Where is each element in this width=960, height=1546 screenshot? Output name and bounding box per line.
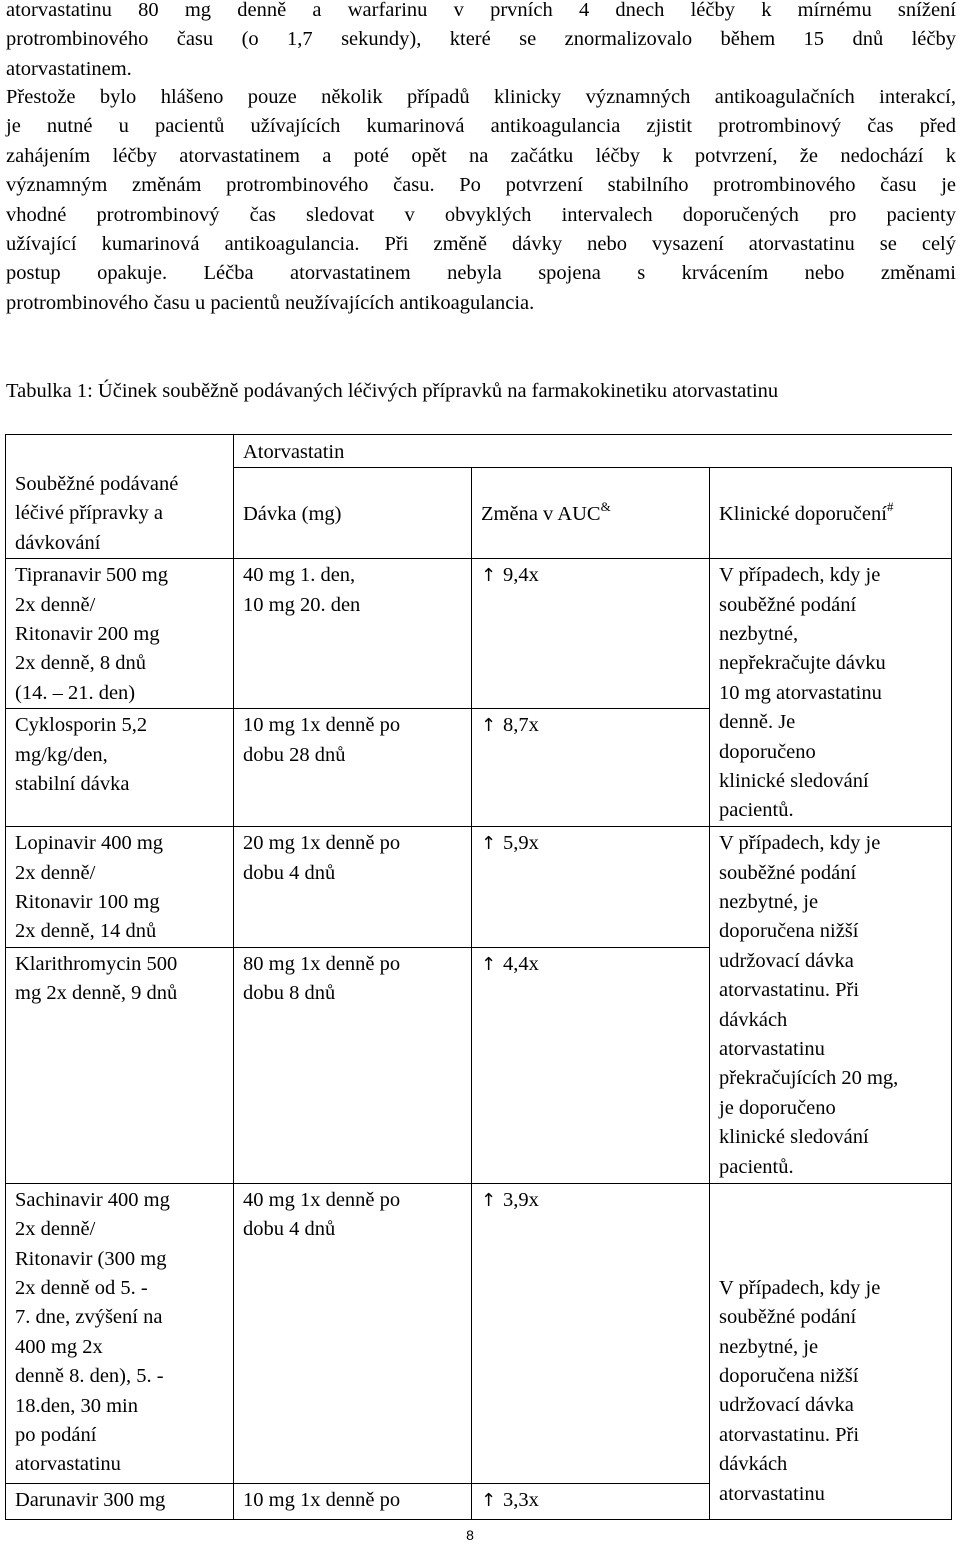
body-line: užívající kumarinová antikoagulancia. Při změně dávky nebo vysazení atorvastatinu se celý (6, 233, 956, 256)
dose-cell (234, 709, 472, 827)
header-coadministered-line: dávkování (15, 531, 101, 554)
drug-line: stabilní dávka (15, 772, 130, 795)
drug-line: 2x denně, 8 dnů (15, 652, 146, 675)
header-coadministered-line: léčivé přípravky a (15, 502, 163, 525)
recommendation-line: atorvastatinu (719, 1482, 825, 1505)
recommendation-line: pacientů. (719, 1155, 794, 1178)
recommendation-line: V případech, kdy je (719, 1276, 881, 1299)
up-arrow-icon: ↑ (481, 565, 497, 587)
recommendation-line: udržovací dávka (719, 949, 854, 972)
recommendation-cell (710, 559, 952, 827)
dose-line: 10 mg 1x denně po (243, 1488, 401, 1511)
recommendation-line: doporučeno (719, 740, 816, 763)
auc-cell (472, 709, 710, 827)
body-line: je nutné u pacientů užívajících kumarinová antikoagulancia zjistit protrombinový čas před (6, 115, 956, 138)
header-dose: Dávka (mg) (234, 468, 472, 559)
intro-line: protrombinového času (o 1,7 sekundy), které se znormalizovalo během 15 dnů léčby (6, 28, 956, 51)
drug-line: Sachinavir 400 mg (15, 1188, 170, 1211)
recommendation-line: souběžné podání (719, 861, 857, 884)
recommendation-line: udržovací dávka (719, 1394, 854, 1417)
drug-cell (6, 827, 234, 948)
dose-line: 20 mg 1x denně po (243, 832, 401, 855)
drug-cell (6, 1483, 234, 1519)
up-arrow-icon: ↑ (481, 953, 497, 975)
drug-line: 2x denně/ (15, 593, 96, 616)
table-caption: Tabulka 1: Účinek souběžně podávaných léčivých přípravků na farmakokinetiku atorvastatinu (6, 380, 779, 402)
auc-cell (472, 947, 710, 1183)
recommendation-cell (710, 827, 952, 1184)
dose-line: dobu 4 dnů (243, 861, 336, 884)
auc-value: 9,4x (503, 564, 539, 587)
auc-value: 5,9x (503, 832, 539, 855)
table-row (6, 559, 952, 709)
drug-line: Darunavir 300 mg (15, 1488, 166, 1511)
recommendation-cell (710, 1183, 952, 1519)
recommendation-line: atorvastatinu. Při (719, 1423, 860, 1446)
body-line: zahájením léčby atorvastatinem a poté opět na začátku léčby k potvrzení, že nedochází k (6, 144, 956, 167)
dose-line: 40 mg 1x denně po (243, 1188, 401, 1211)
recommendation-line: souběžné podání (719, 593, 857, 616)
interaction-table (5, 434, 952, 1520)
drug-line: Ritonavir (300 mg (15, 1247, 167, 1270)
dose-cell (234, 1483, 472, 1519)
drug-line: 7. dne, zvýšení na (15, 1306, 163, 1329)
drug-line: mg 2x denně, 9 dnů (15, 982, 178, 1005)
recommendation-line: překračujících 20 mg, (719, 1067, 899, 1090)
recommendation-line: nezbytné, je (719, 1335, 819, 1358)
auc-cell (472, 559, 710, 709)
drug-line: 2x denně od 5. - (15, 1277, 148, 1299)
intro-line: atorvastatinem. (6, 57, 132, 80)
drug-line: Klarithromycin 500 (15, 952, 178, 975)
recommendation-line: doporučena nižší (719, 1365, 859, 1387)
drug-line: Tipranavir 500 mg (15, 564, 168, 587)
up-arrow-icon: ↑ (481, 1489, 497, 1511)
auc-cell (472, 1483, 710, 1519)
header-auc: Změna v AUC& (472, 468, 710, 559)
auc-value: 3,3x (503, 1488, 539, 1511)
drug-line: Lopinavir 400 mg (15, 832, 164, 855)
body-line: postup opakuje. Léčba atorvastatinem nebyla spojena s krvácením nebo změnami (6, 262, 956, 285)
recommendation-line: V případech, kdy je (719, 564, 881, 587)
drug-line: 400 mg 2x (15, 1335, 103, 1358)
dose-line: 10 mg 1x denně po (243, 714, 401, 737)
recommendation-line: nezbytné, je (719, 890, 819, 913)
body-paragraph (6, 83, 956, 318)
recommendation-line: pacientů. (719, 799, 794, 822)
drug-line: mg/kg/den, (15, 743, 108, 766)
intro-line: atorvastatinu 80 mg denně a warfarinu v prvních 4 dnech léčby k mírnému snížení (6, 0, 956, 21)
header-empty-cell (6, 435, 234, 468)
up-arrow-icon: ↑ (481, 833, 497, 855)
recommendation-line: atorvastatinu (719, 1038, 825, 1060)
drug-line: po podání (15, 1424, 97, 1447)
dose-line: 80 mg 1x denně po (243, 952, 401, 975)
recommendation-line: atorvastatinu. Při (719, 979, 860, 1002)
header-coadministered-line: Souběžné podávané (15, 472, 179, 495)
body-line: protrombinového času u pacientů neužívajících antikoagulancia. (6, 291, 535, 314)
dose-cell (234, 827, 472, 948)
dose-cell (234, 1183, 472, 1483)
drug-line: Ritonavir 100 mg (15, 890, 160, 913)
drug-cell (6, 559, 234, 709)
recommendation-line: dávkách (719, 1008, 788, 1031)
drug-cell (6, 947, 234, 1183)
auc-cell (472, 827, 710, 948)
drug-cell (6, 709, 234, 827)
recommendation-line: souběžné podání (719, 1306, 857, 1329)
table-row (6, 1183, 952, 1483)
recommendation-line: nezbytné, (719, 622, 799, 645)
page-number: 8 (466, 1527, 474, 1543)
header-recommendation: Klinické doporučení# (710, 468, 952, 559)
drug-line: atorvastatinu (15, 1453, 121, 1476)
recommendation-line: dávkách (719, 1453, 788, 1476)
table-row (6, 827, 952, 948)
auc-cell (472, 1183, 710, 1483)
intro-paragraph (6, 0, 956, 84)
body-line: Přestože bylo hlášeno pouze několik případů klinicky významných antikoagulačních interakcí, (6, 86, 956, 108)
auc-value: 8,7x (503, 714, 539, 737)
header-coadministered (6, 468, 234, 559)
dose-cell (234, 947, 472, 1183)
dose-line: dobu 8 dnů (243, 982, 336, 1005)
dose-line: dobu 4 dnů (243, 1218, 336, 1241)
dose-line: 10 mg 20. den (243, 593, 361, 616)
auc-value: 4,4x (503, 952, 539, 975)
up-arrow-icon: ↑ (481, 715, 497, 737)
dose-line: 40 mg 1. den, (243, 564, 356, 587)
recommendation-line: V případech, kdy je (719, 832, 881, 855)
drug-line: Cyklosporin 5,2 (15, 714, 148, 737)
drug-line: 2x denně/ (15, 1218, 96, 1241)
recommendation-line: doporučena nižší (719, 920, 859, 943)
auc-value: 3,9x (503, 1188, 539, 1211)
dose-line: dobu 28 dnů (243, 743, 346, 766)
group-header-atorvastatin: Atorvastatin (234, 435, 952, 468)
drug-line: (14. – 21. den) (15, 681, 136, 704)
recommendation-line: nepřekračujte dávku (719, 652, 886, 675)
recommendation-line: denně. Je (719, 711, 796, 734)
up-arrow-icon: ↑ (481, 1189, 497, 1211)
drug-line: denně 8. den), 5. - (15, 1365, 164, 1388)
dose-cell (234, 559, 472, 709)
drug-line: 2x denně, 14 dnů (15, 920, 157, 943)
body-line: významným změnám protrombinového času. Po potvrzení stabilního protrombinového času je (6, 174, 956, 197)
recommendation-line: je doporučeno (719, 1096, 836, 1119)
drug-line: Ritonavir 200 mg (15, 622, 160, 645)
recommendation-line: klinické sledování (719, 1126, 869, 1149)
drug-line: 18.den, 30 min (15, 1394, 138, 1417)
recommendation-line: 10 mg atorvastatinu (719, 681, 882, 704)
drug-cell (6, 1183, 234, 1483)
body-line: vhodné protrombinový čas sledovat v obvyklých intervalech doporučených pro pacienty (6, 203, 956, 226)
drug-line: 2x denně/ (15, 861, 96, 884)
recommendation-line: klinické sledování (719, 769, 869, 792)
